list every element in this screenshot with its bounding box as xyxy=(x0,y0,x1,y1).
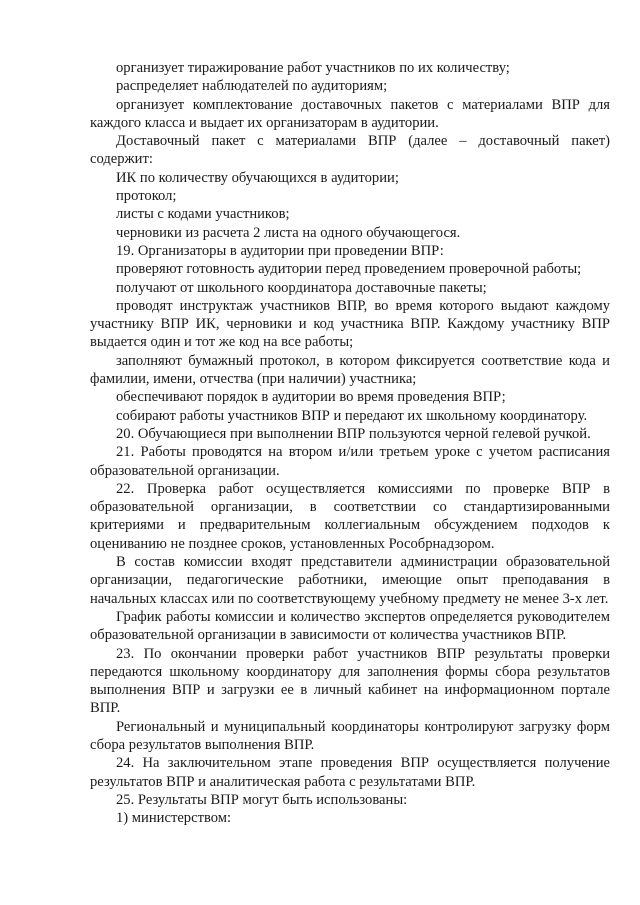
paragraph-24: 25. Результаты ВПР могут быть использованы: xyxy=(116,791,408,808)
paragraph-03: организует комплектование доставочных пакетов с материалами ВПР для каждого класса и выдает их организаторам в аудитории. xyxy=(90,96,610,131)
paragraph-25: 1) министерством: xyxy=(116,810,232,827)
paragraph-10: проверяют готовность аудитории перед проведением проверочной работы; xyxy=(116,261,582,278)
paragraph-18: 22. Проверка работ осуществляется комиссиями по проверке ВПР в образовательной организации, в соответствии со стандартизированными критериями и предварительным коллегиальным обсуждением подходов к оцениванию не позднее сроков, установленных Рособрнадзором. xyxy=(90,480,610,552)
paragraph-01: организует тиражирование работ участников по их количеству; xyxy=(116,60,510,76)
paragraph-04: Доставочный пакет с материалами ВПР (далее – доставочный пакет) содержит: xyxy=(90,133,610,168)
paragraph-12: проводят инструктаж участников ВПР, во время которого выдают каждому участнику ВПР ИК, черновики и код участника ВПР. Каждому участнику ВПР выдается один и тот же код на все работы; xyxy=(90,297,610,351)
paragraph-02: распределяет наблюдателей по аудиториям; xyxy=(116,78,388,95)
document-body xyxy=(90,59,610,827)
paragraph-22: Региональный и муниципальный координаторы контролируют загрузку форм сбора результатов выполнения ВПР. xyxy=(90,718,610,753)
paragraph-06: протокол; xyxy=(116,188,177,205)
paragraph-17: 21. Работы проводятся на втором и/или третьем уроке с учетом расписания образовательной организации. xyxy=(90,444,610,479)
paragraph-07: листы с кодами участников; xyxy=(116,206,290,223)
paragraph-13: заполняют бумажный протокол, в котором фиксируется соответствие кода и фамилии, имени, отчества (при наличии) участника; xyxy=(90,352,610,388)
paragraph-21: 23. По окончании проверки работ участников ВПР результаты проверки передаются школьному координатору для заполнения формы сбора результатов выполнения ВПР и загрузки ее в личный кабинет на информационном портале ВПР. xyxy=(90,645,610,717)
paragraph-15: собирают работы участников ВПР и передают их школьному координатору. xyxy=(116,407,588,424)
paragraph-05: ИК по количеству обучающихся в аудитории; xyxy=(116,169,399,186)
paragraph-19: В состав комиссии входят представители администрации образовательной организации, педагогические работники, имеющие опыт преподавания в начальных классах или по соответствующему учебному предмету не менее 3-х лет. xyxy=(90,554,610,607)
paragraph-16: 20. Обучающиеся при выполнении ВПР пользуются черной гелевой ручкой. xyxy=(116,425,591,442)
paragraph-11: получают от школьного координатора доставочные пакеты; xyxy=(116,279,487,296)
paragraph-08: черновики из расчета 2 листа на одного обучающегося. xyxy=(116,224,461,241)
paragraph-23: 24. На заключительном этапе проведения ВПР осуществляется получение результатов ВПР и аналитическая работа с результатами ВПР. xyxy=(90,755,610,790)
paragraph-20: График работы комиссии и количество экспертов определяется руководителем образовательной организации в зависимости от количества участников ВПР. xyxy=(90,608,610,644)
paragraph-09: 19. Организаторы в аудитории при проведении ВПР: xyxy=(116,242,444,259)
paragraph-14: обеспечивают порядок в аудитории во время проведения ВПР; xyxy=(116,389,506,406)
